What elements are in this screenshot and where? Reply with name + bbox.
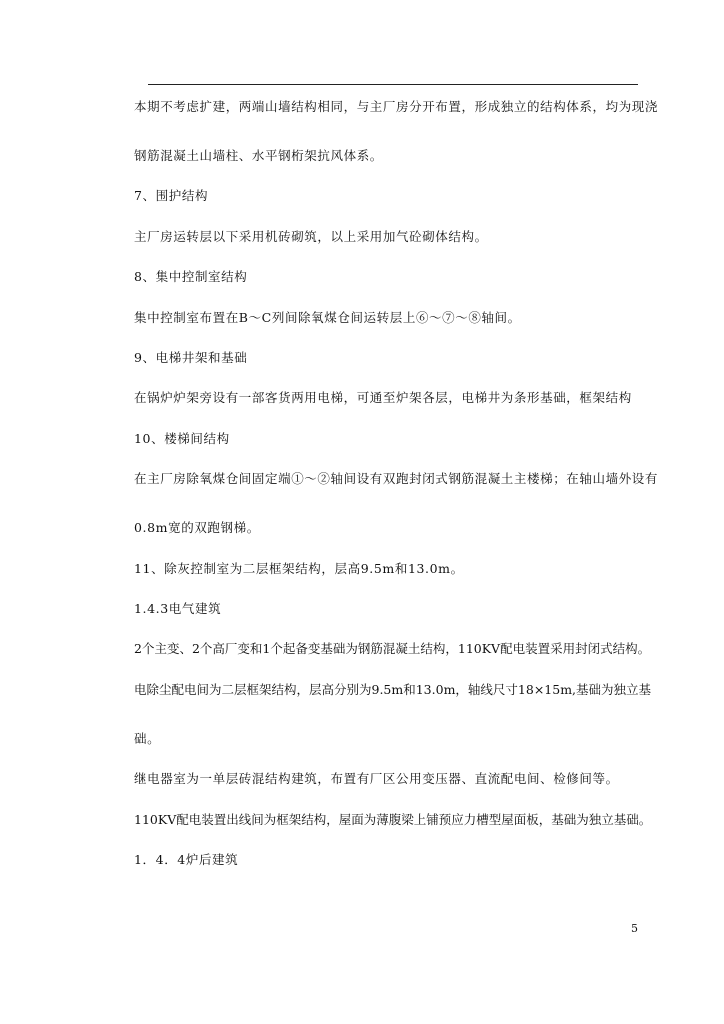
page-number: 5	[631, 922, 638, 935]
body-line-14: 2个主变、2个高厂变和1个起备变基础为钢筋混凝土结构，110KV配电装置采用封闭式结构。	[134, 641, 651, 656]
body-line-16: 础。	[134, 731, 161, 746]
header-rule	[148, 84, 638, 85]
body-line-11: 0.8m宽的双跑钢梯。	[134, 520, 260, 535]
section-heading-1-4-4: 1．4．4炉后建筑	[134, 852, 239, 867]
body-line-15: 电除尘配电间为二层框架结构，层高分别为9.5m和13.0m，轴线尺寸18×15m,基础为独立基	[134, 682, 652, 697]
section-heading-9: 9、电梯井架和基础	[134, 350, 248, 365]
body-line-17: 继电器室为一单层砖混结构建筑，布置有厂区公用变压器、直流配电间、检修间等。	[134, 771, 619, 786]
body-line-2: 钢筋混凝土山墙柱、水平钢桁架抗风体系。	[134, 148, 383, 163]
body-line-6: 集中控制室布置在B～C列间除氧煤仓间运转层上⑥～⑦～⑧轴间。	[134, 310, 521, 325]
section-heading-11: 11、除灰控制室为二层框架结构，层高9.5m和13.0m。	[134, 561, 464, 576]
section-heading-8: 8、集中控制室结构	[134, 269, 248, 284]
section-heading-1-4-3: 1.4.3电气建筑	[134, 601, 222, 616]
body-line-18: 110KV配电装置出线间为框架结构，屋面为薄腹梁上铺预应力槽型屋面板，基础为独立基础。	[134, 812, 652, 827]
section-heading-10: 10、楼梯间结构	[134, 431, 230, 446]
body-line-1: 本期不考虑扩建，两端山墙结构相同，与主厂房分开布置，形成独立的结构体系，均为现浇	[134, 99, 659, 114]
body-line-4: 主厂房运转层以下采用机砖砌筑，以上采用加气砼砌体结构。	[134, 229, 488, 244]
body-line-10: 在主厂房除氧煤仓间固定端①～②轴间设有双跑封闭式钢筋混凝土主楼梯；在轴山墙外设有	[134, 471, 659, 486]
body-line-8: 在锅炉炉架旁设有一部客货两用电梯，可通至炉架各层，电梯井为条形基础，框架结构	[134, 390, 632, 405]
section-heading-7: 7、围护结构	[134, 188, 209, 203]
